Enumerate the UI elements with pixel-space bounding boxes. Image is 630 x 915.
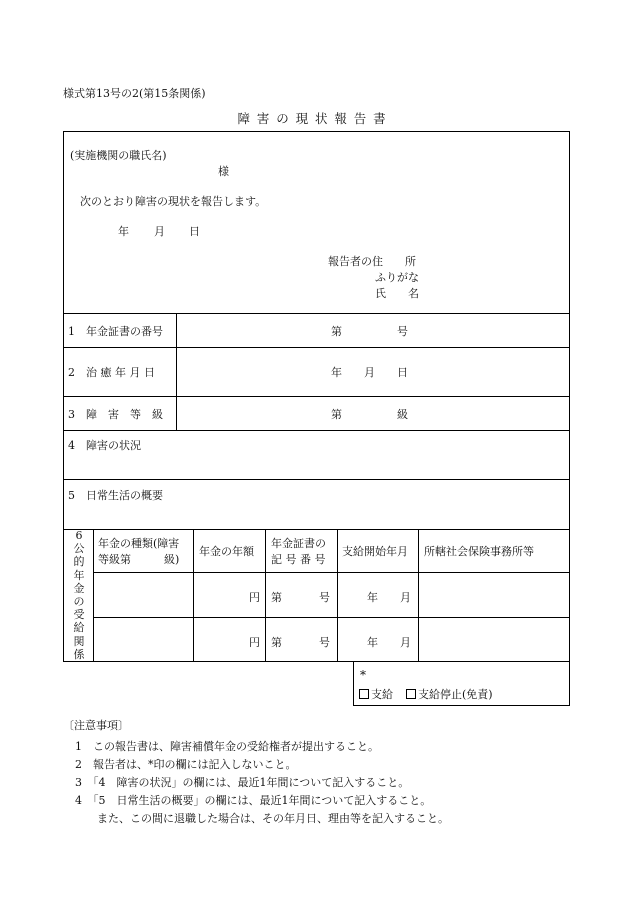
date-day: 日 (189, 225, 200, 238)
row1-year: 年 (367, 591, 378, 604)
item5-label: 5 日常生活の概要 (68, 489, 163, 502)
header-office: 所轄社会保険事務所等 (424, 545, 534, 558)
date-month: 月 (154, 225, 165, 238)
row-divider (63, 529, 570, 530)
section-char: の (73, 595, 85, 609)
form-reference: 様式第13号の2(第15条関係) (63, 87, 206, 100)
header-certificate: 年金証書の (271, 537, 326, 550)
option-label: 支給停止(免責) (418, 688, 493, 701)
section-char: 係 (73, 647, 85, 661)
item3-label: 3 障 害 等 級 (68, 408, 163, 421)
reporter-name-label: 氏 名 (375, 287, 419, 300)
section-char: 関 (73, 634, 85, 648)
header-pension-type-grade: 等級第 級) (98, 553, 180, 566)
statement: 次のとおり障害の現状を報告します。 (80, 195, 267, 208)
row1-month: 月 (400, 591, 411, 604)
asterisk-mark: * (360, 668, 366, 682)
pension-section-label (68, 529, 90, 661)
note-line: 1 この報告書は、障害補償年金の受給権者が提出すること。 (75, 740, 379, 753)
row-divider (63, 430, 570, 431)
row-divider (63, 396, 570, 397)
note-line: 3 「4 障害の状況」の欄には、最近1年間について記入すること。 (75, 776, 410, 789)
header-annual-amount: 年金の年額 (199, 545, 254, 558)
section-char: 公 (73, 542, 85, 556)
section-char: 的 (73, 555, 85, 569)
reporter-address-label: 報告者の住 所 (328, 255, 416, 268)
row-divider (93, 572, 570, 573)
note-line: また、この間に退職した場合は、その年月日、理由等を記入すること。 (75, 812, 449, 825)
option-payment[interactable] (359, 686, 393, 702)
notes-heading: 〔注意事項〕 (63, 719, 129, 732)
page-title: 障害の現状報告書 (237, 111, 393, 126)
item1-value: 第 号 (331, 325, 408, 338)
item2-label: 2 治 癒 年 月 日 (68, 366, 155, 379)
institution-label: (実施機関の職氏名) (70, 149, 167, 162)
row-divider (63, 347, 570, 348)
row1-yen: 円 (249, 591, 260, 604)
row2-go: 号 (319, 636, 330, 649)
option-suspension[interactable] (406, 686, 493, 702)
column-divider (418, 529, 419, 662)
row-divider (93, 617, 570, 618)
row-divider (63, 313, 570, 314)
option-label: 支給 (371, 688, 393, 701)
item4-label: 4 障害の状況 (68, 439, 141, 452)
note-line: 4 「5 日常生活の概要」の欄には、最近1年間について記入すること。 (75, 794, 432, 807)
row1-go: 号 (319, 591, 330, 604)
row-divider (63, 479, 570, 480)
checkbox[interactable] (359, 689, 369, 699)
item3-value: 第 級 (331, 408, 408, 421)
checkbox[interactable] (406, 689, 416, 699)
honorific: 様 (218, 165, 229, 178)
column-divider (176, 313, 177, 430)
column-divider (193, 529, 194, 662)
row2-year: 年 (367, 636, 378, 649)
header-start-date: 支給開始年月 (342, 545, 408, 558)
header-certificate-number: 記 号 番 号 (271, 553, 326, 566)
section-char: 年 (73, 568, 85, 582)
date-year: 年 (118, 225, 129, 238)
column-divider (93, 529, 94, 662)
section-char: 給 (73, 621, 85, 635)
row2-month: 月 (400, 636, 411, 649)
section-char: 金 (73, 581, 85, 595)
item1-label: 1 年金証書の番号 (68, 325, 163, 338)
row2-dai: 第 (271, 636, 282, 649)
column-divider (337, 529, 338, 662)
section-char: 受 (73, 608, 85, 622)
row1-dai: 第 (271, 591, 282, 604)
reporter-furigana-label: ふりがな (375, 271, 419, 284)
note-line: 2 報告者は、*印の欄には記入しないこと。 (75, 758, 297, 771)
section-number: 6 (75, 529, 83, 542)
column-divider (265, 529, 266, 662)
item2-value: 年 月 日 (331, 366, 408, 379)
header-pension-type: 年金の種類(障害 (98, 537, 180, 550)
row2-yen: 円 (249, 636, 260, 649)
